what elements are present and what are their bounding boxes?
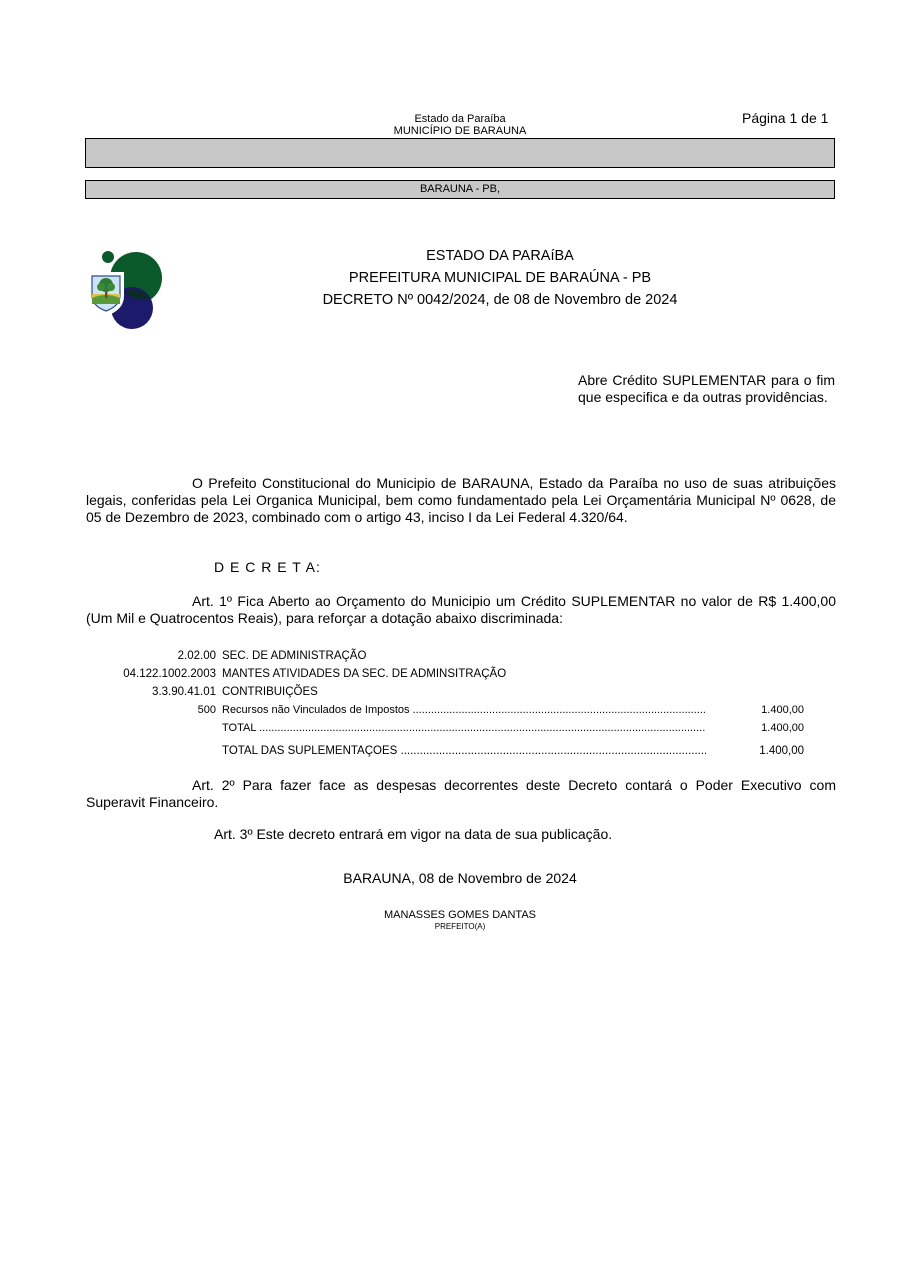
page-number: Página 1 de 1 <box>742 110 829 126</box>
municipal-logo <box>84 248 166 332</box>
budget-desc: MANTES ATIVIDADES DA SEC. DE ADMINSITRAÇÃO <box>222 668 507 680</box>
source-code: 500 <box>197 704 216 716</box>
budget-code: 2.02.00 <box>177 650 216 662</box>
location-text: BARAUNA - PB, <box>419 183 501 195</box>
budget-desc: CONTRIBUIÇÕES <box>222 686 318 698</box>
article-2: Art. 2º Para fazer face as despesas decorrentes deste Decreto contará o Poder Executivo com Superavit Financeiro. <box>86 777 836 810</box>
budget-table <box>0 650 900 765</box>
header-municipality: MUNICÍPIO DE BARAUNA <box>393 125 527 137</box>
source-desc: Recursos não Vinculados de Impostos <box>222 704 410 716</box>
decreta-heading: D E C R E T A: <box>214 559 321 575</box>
signatory-role: PREFEITO(A) <box>434 922 486 931</box>
decree-summary: Abre Crédito SUPLEMENTAR para o fim que especifica e da outras providências. <box>578 372 835 405</box>
title-line-decree: DECRETO Nº 0042/2024, de 08 de Novembro de 2024 <box>322 292 678 308</box>
title-line-prefeitura: PREFEITURA MUNICIPAL DE BARAÚNA - PB <box>348 270 652 286</box>
total-leader <box>222 722 706 734</box>
place-date: BARAUNA, 08 de Novembro de 2024 <box>343 870 577 886</box>
title-line-state: ESTADO DA PARAíBA <box>426 248 574 264</box>
document-title <box>300 245 700 311</box>
header-state-block <box>360 113 560 137</box>
grand-total-leader <box>222 745 706 757</box>
article-1: Art. 1º Fica Aberto ao Orçamento do Municipio um Crédito SUPLEMENTAR no valor de R$ 1.400,00 (Um Mil e Quatrocentos Reais), para reforçar a dotação abaixo discriminada: <box>86 593 836 626</box>
preamble-paragraph: O Prefeito Constitucional do Municipio de BARAUNA, Estado da Paraíba no uso de suas atribuições legais, conferidas pela Lei Organica Municipal, bem como fundamentado pela Lei Orçamentária Municipal Nº 0628, de 05 de Dezembro de 2023, combinado com o artigo 43, inciso I da Lei Federal 4.320/64. <box>86 475 836 525</box>
budget-code: 3.3.90.41.01 <box>152 686 216 698</box>
header-state: Estado da Paraíba <box>414 113 506 125</box>
signatory-name: MANASSES GOMES DANTAS <box>384 909 536 921</box>
source-desc-leader <box>222 704 706 716</box>
budget-desc: SEC. DE ADMINISTRAÇÃO <box>222 650 367 662</box>
header-bar-empty <box>85 138 835 168</box>
total-label: TOTAL <box>222 722 257 734</box>
article-3: Art. 3º Este decreto entrará em vigor na data de sua publicação. <box>214 826 613 842</box>
total-amount: 1.400,00 <box>761 722 804 734</box>
signature-block <box>310 909 610 932</box>
grand-total-amount: 1.400,00 <box>759 745 804 757</box>
header-bar-location <box>85 180 835 199</box>
source-amount: 1.400,00 <box>761 704 804 716</box>
budget-code: 04.122.1002.2003 <box>123 668 216 680</box>
grand-total-label: TOTAL DAS SUPLEMENTAÇÕES <box>222 745 398 757</box>
